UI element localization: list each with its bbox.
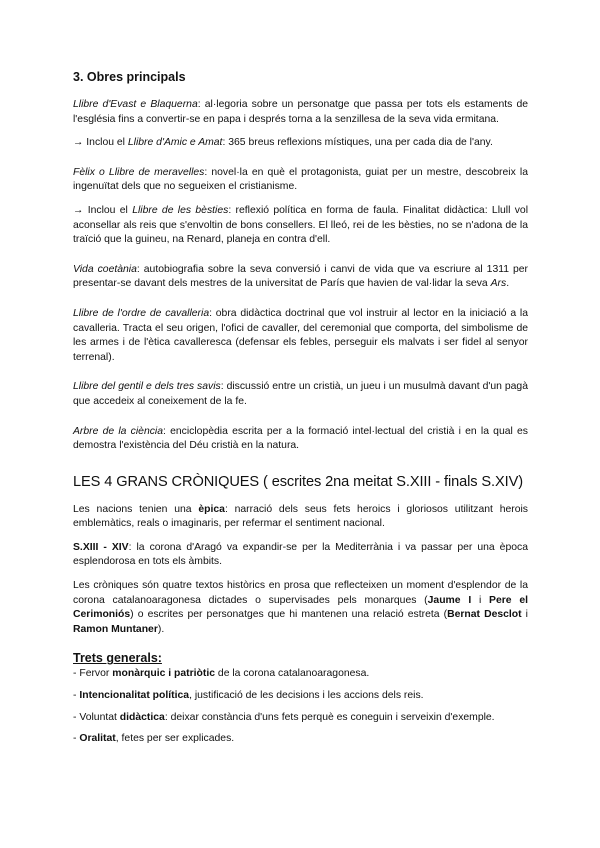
work-description: : autobiografia sobre la seva conversió i canvi de vida que va escriure al 1311 per presentar-se davant dels mestres de la universitat de París que havien de val·lidar la seva	[73, 263, 529, 290]
bold-term: S.XIII - XIV	[73, 541, 129, 553]
text-run: - Fervor	[73, 668, 113, 680]
work-description: : al·legoria sobre un personatge que passa per tots els estaments de l'església fins a convertir-se en papa i després torna a la senzillesa de la seva vida ermitana.	[73, 99, 529, 125]
text-run: i	[521, 609, 528, 621]
bold-term: Bernat Desclot	[447, 609, 522, 621]
work-title: Llibre d'Amic e Amat	[127, 137, 223, 149]
work-amic	[73, 136, 528, 151]
text-run: Les nacions tenien una	[73, 503, 199, 515]
work-description: : novel·la en què el protagonista, guiat per un mestre, descobreix la ingenuïtat dels que no segueixen el cristianisme.	[73, 166, 528, 193]
bold-term: èpica	[198, 503, 225, 515]
bold-term: monàrquic i patriòtic	[112, 668, 216, 680]
list-item	[73, 711, 528, 726]
bold-term: Jaume I	[427, 594, 472, 606]
bold-term: Intencionalitat política	[79, 690, 190, 702]
work-title: Vida coetània	[73, 263, 137, 275]
work-description: : obra didàctica doctrinal que vol instruir al lector en la iniciació a la cavalleria. Tracta el seu origen, l'ofici de cavaller, del ceremonial que comporta, del simbolisme de les armes i de l'ètica cavalleresca (defensar els febles, perseguir els malvats i ser fidel al senyor terrenal).	[73, 307, 528, 363]
bold-term: Oralitat	[79, 733, 116, 745]
work-title: Llibre del gentil e dels tres savis	[73, 381, 221, 393]
work-title: Llibre d'Evast e Blaquerna	[73, 99, 198, 110]
text-run: ).	[157, 623, 165, 635]
bold-term: didàctica	[119, 711, 165, 723]
work-title: Llibre de l'ordre de cavalleria	[73, 307, 210, 319]
work-title: Llibre de les bèsties	[132, 204, 229, 216]
text-run: Les cròniques són quatre textos històrics en prosa que reflecteixen un moment d'esplendor de la corona catalanoaragonesa dictades o supervisades pels monarques (	[73, 580, 528, 606]
list-item	[73, 689, 528, 704]
text-run: ) o escrites per personatges que hi mantenen una relació estreta (	[130, 609, 448, 621]
text-run: , fetes per ser explicades.	[115, 733, 235, 745]
section-title: 3. Obres principals	[73, 70, 186, 84]
work-bestes	[73, 204, 528, 248]
bold-term: Pere el Cerimoniós	[73, 594, 528, 621]
work-cavalleria	[73, 307, 528, 365]
work-vida	[73, 263, 528, 292]
ars-title: Ars	[490, 278, 507, 290]
text-run: : narració dels seus fets heroics i gloriosos utilitzant herois emblemàtics, reals o imaginaris, per refermar el sentiment nacional.	[73, 503, 528, 530]
list-item	[73, 667, 528, 682]
text-run: -	[73, 733, 80, 745]
work-description: : reflexió política en forma de faula. Finalitat didàctica: Llull vol aconsellar als reis que s'envoltin de bons consellers. El lleó, rei de les bèsties, no se n'adona de la traïció que la guineu, na Renard, planeja en contra d'ell.	[73, 204, 529, 246]
list-item	[73, 732, 528, 747]
document-page	[73, 70, 528, 754]
croniques-heading: LES 4 GRANS CRÒNIQUES ( escrites 2na meitat S.XIII - finals S.XIV)	[73, 473, 523, 490]
work-title: Arbre de la ciència	[73, 425, 164, 437]
croniques-paragraph-segles	[73, 541, 528, 570]
trets-heading: Trets generals:	[73, 651, 162, 666]
work-description: : enciclopèdia escrita per a la formació intel·lectual del cristià i en la qual es demostra l'existència del Déu cristià en la natura.	[73, 425, 528, 452]
work-arbre	[73, 425, 528, 454]
croniques-paragraph-definicio	[73, 579, 528, 637]
trets-list	[73, 667, 528, 746]
work-description: : discussió entre un cristià, un jueu i un musulmà davant d'un pagà que accedeix al coneixement de la fe.	[73, 381, 528, 407]
bold-term: Ramon Muntaner	[73, 623, 158, 635]
arrow-prefix: → Inclou el	[73, 137, 128, 149]
text-run: : deixar constància d'uns fets perquè es coneguin i serveixin d'exemple.	[164, 711, 495, 723]
text-run: , justificació de les decisions i les accions dels reis.	[189, 690, 424, 702]
period: .	[506, 278, 510, 290]
work-description: : 365 breus reflexions místiques, una per cada dia de l'any.	[222, 137, 493, 149]
arrow-prefix: → Inclou el	[73, 204, 133, 216]
work-felix	[73, 166, 528, 195]
work-blanquerna	[73, 98, 528, 127]
text-run: -	[73, 690, 80, 702]
text-run: de la corona catalanoaragonesa.	[215, 668, 370, 680]
croniques-paragraph-epica	[73, 503, 528, 532]
text-run: i	[471, 594, 490, 606]
work-gentil	[73, 380, 528, 409]
text-run: - Voluntat	[73, 711, 120, 723]
work-title: Fèlix o Llibre de meravelles	[73, 166, 205, 178]
text-run: : la corona d'Aragó va expandir-se per la Mediterrània i va passar per una època esplendorosa en tots els àmbits.	[73, 541, 528, 568]
